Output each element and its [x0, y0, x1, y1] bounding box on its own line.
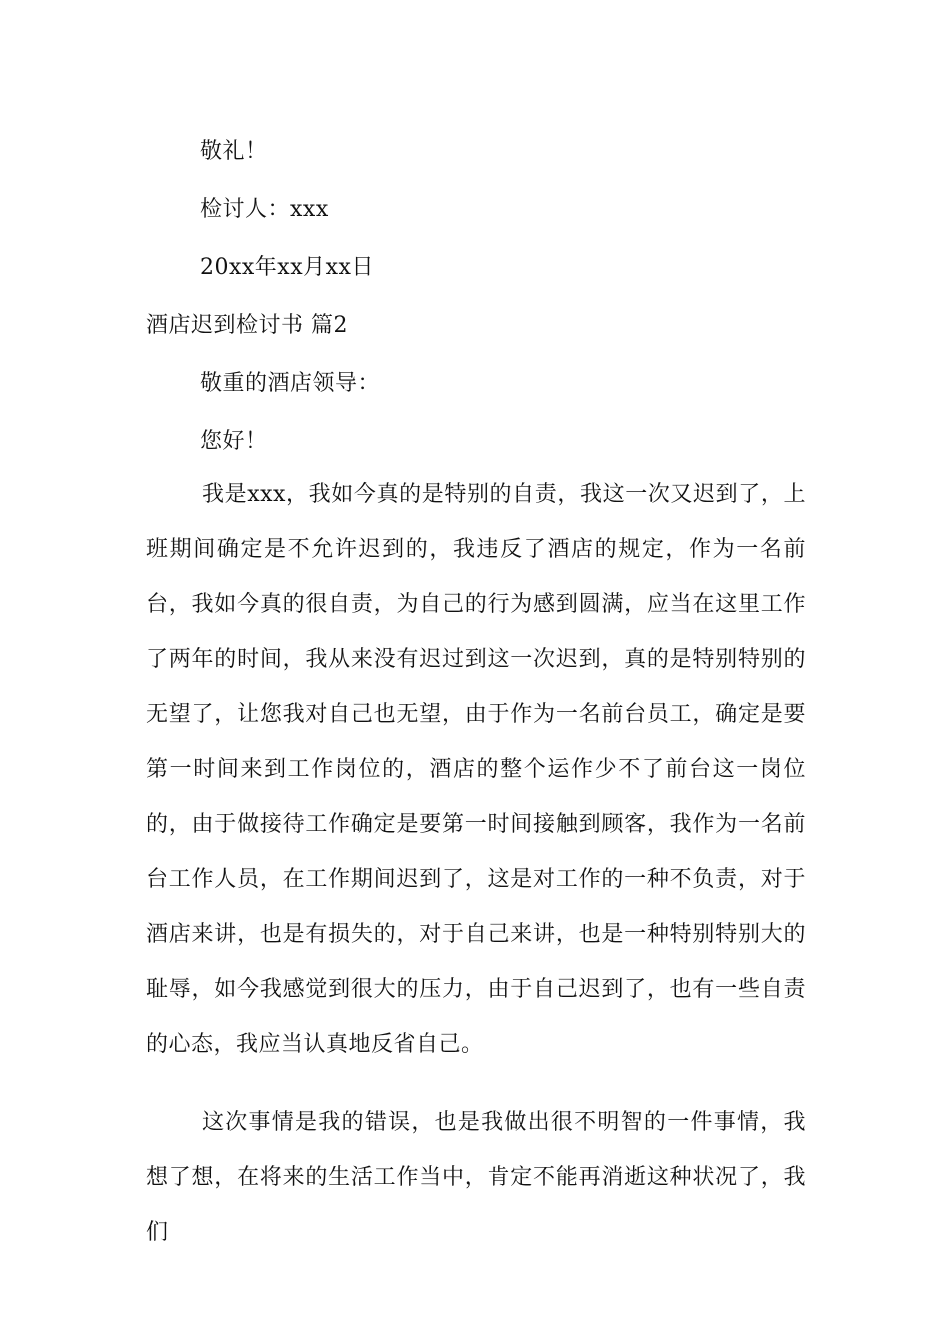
greeting-line: 敬重的酒店领导： [200, 371, 381, 396]
date-line: 20xx年xx月xx日 [200, 255, 374, 280]
section-title: 酒店迟到检讨书 篇2 [146, 313, 348, 338]
body-paragraph-2: 这次事情是我的错误，也是我做出很不明智的一件事情，我想了想，在将来的生活工作当中，肯定不能再消逝这种状况了，我们 [146, 1110, 806, 1245]
hello-line: 您好！ [200, 429, 268, 454]
signer-line: 检讨人：xxx [200, 197, 329, 222]
body-paragraph-1: 我是xxx，我如今真的是特别的自责，我这一次又迟到了，上班期间确定是不允许迟到的，我违反了酒店的规定，作为一名前台，我如今真的很自责，为自己的行为感到圆满，应当在这里工作了两年的时间，我从来没有迟过到这一次迟到，真的是特别特别的无望了，让您我对自己也无望，由于作为一名前台员工，确定是要第一时间来到工作岗位的，酒店的整个运作少不了前台这一岗位的，由于做接待工作确定是要第一时间接触到顾客，我作为一名前台工作人员，在工作期间迟到了，这是对工作的一种不负责，对于酒店来讲，也是有损失的，对于自己来讲，也是一种特别特别大的耻辱，如今我感觉到很大的压力，由于自己迟到了，也有一些自责的心态，我应当认真地反省自己。 [146, 482, 806, 1057]
closing-salute: 敬礼！ [200, 139, 268, 164]
